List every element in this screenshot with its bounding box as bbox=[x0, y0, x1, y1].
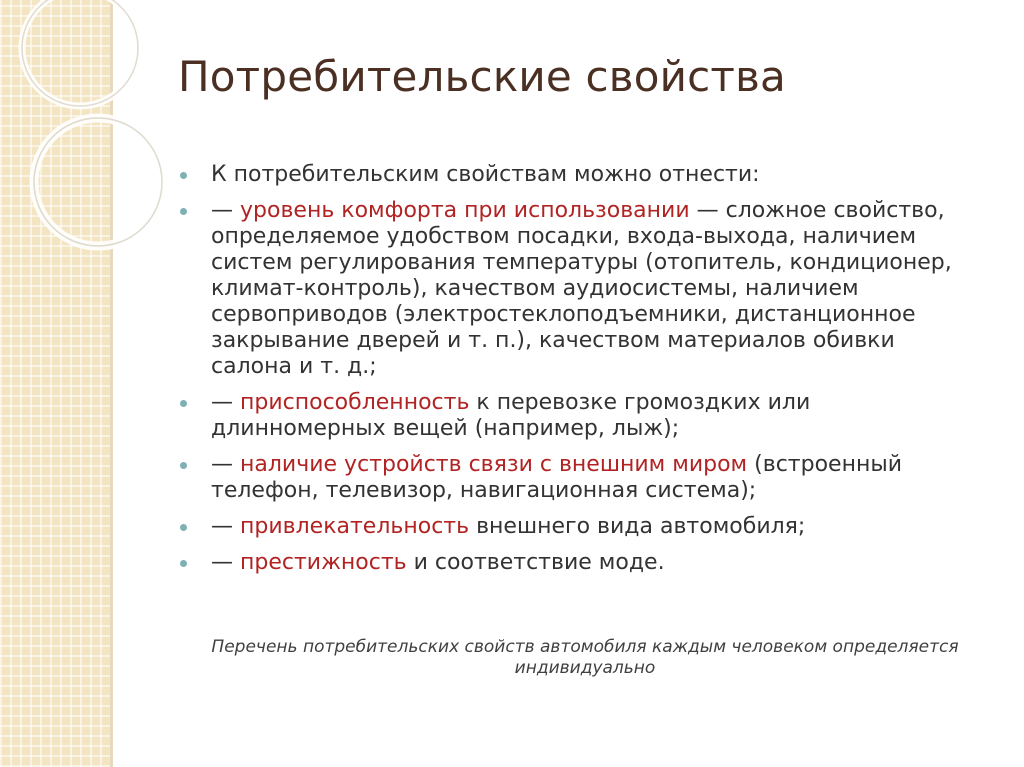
item-lead: — bbox=[211, 198, 240, 223]
bullet-list bbox=[180, 162, 970, 586]
item-lead: — bbox=[211, 452, 240, 477]
item-highlight: наличие устройств связи с внешним миром bbox=[240, 452, 748, 477]
list-item bbox=[180, 198, 970, 380]
bullet-dot-icon bbox=[180, 208, 187, 215]
bullet-dot-icon bbox=[180, 400, 187, 407]
item-highlight: уровень комфорта при использовании bbox=[240, 198, 690, 223]
footnote: Перечень потребительских свойств автомобиля каждым человеком определяется индивидуально bbox=[211, 637, 959, 678]
item-text: внешнего вида автомобиля; bbox=[469, 514, 806, 539]
list-item bbox=[180, 452, 970, 504]
item-text: К потребительским свойствам можно отнести: bbox=[211, 162, 760, 187]
item-highlight: привлекательность bbox=[240, 514, 470, 539]
list-item bbox=[180, 390, 970, 442]
item-text: к перевозке громоздких или длинномерных вещей (например, лыж); bbox=[211, 390, 811, 441]
decorative-rings-icon bbox=[0, 0, 200, 260]
item-lead: — bbox=[211, 514, 240, 539]
item-text: (встроенный телефон, телевизор, навигационная система); bbox=[211, 452, 903, 503]
bullet-dot-icon bbox=[180, 560, 187, 567]
item-lead: — bbox=[211, 390, 240, 415]
bullet-dot-icon bbox=[180, 172, 187, 179]
bullet-dot-icon bbox=[180, 524, 187, 531]
item-lead: — bbox=[211, 550, 240, 575]
bullet-dot-icon bbox=[180, 462, 187, 469]
list-item bbox=[180, 514, 970, 540]
item-text: и соответствие моде. bbox=[406, 550, 665, 575]
list-item bbox=[180, 550, 970, 576]
item-text: — сложное свойство, определяемое удобством посадки, входа-выхода, наличием систем регулирования температуры (отопитель, кондиционер, климат-контроль), качеством аудиосистемы, наличием сервоприводов (электростеклоподъемники, дистанционное закрывание дверей и т. п.), качеством материалов обивки салона и т. д.; bbox=[211, 198, 952, 379]
slide-title: Потребительские свойства bbox=[178, 52, 786, 101]
item-highlight: приспособленность bbox=[240, 390, 470, 415]
list-item bbox=[180, 162, 970, 188]
item-highlight: престижность bbox=[240, 550, 407, 575]
